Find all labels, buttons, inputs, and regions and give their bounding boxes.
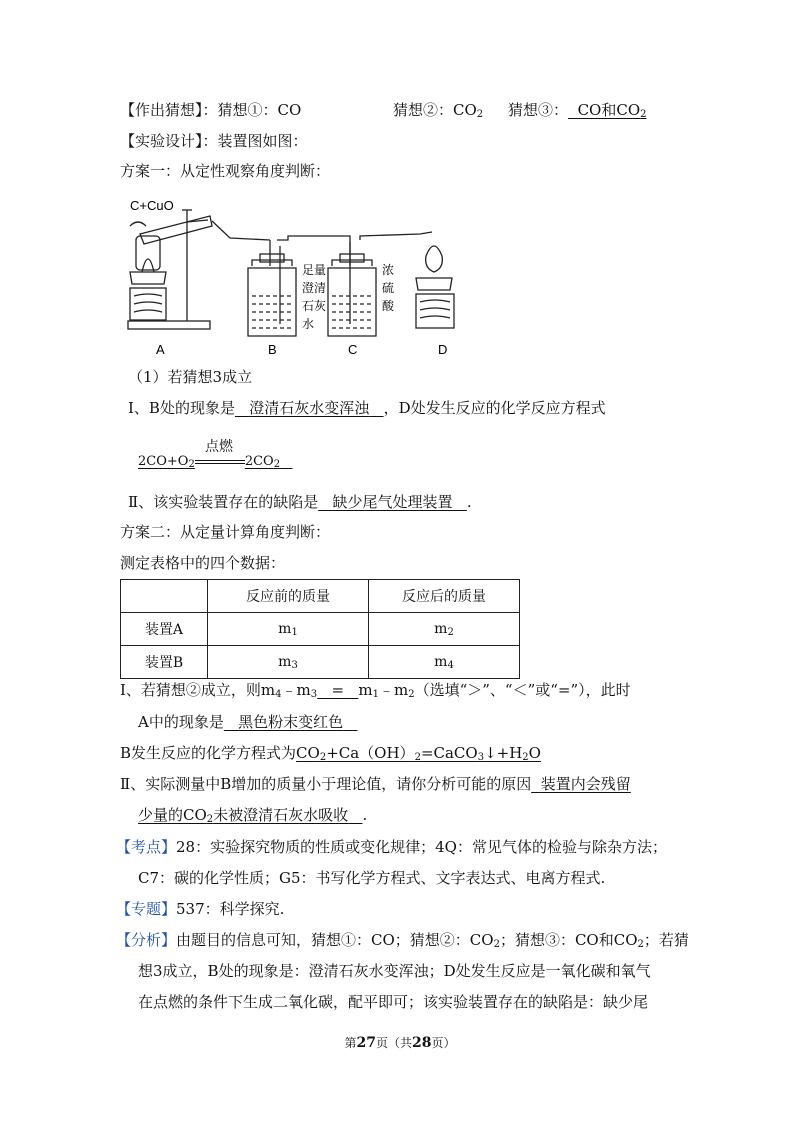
plan2-line: 方案二：从定量计算角度判断： (120, 523, 331, 541)
design-line: 【实验设计】：装置图如图： (120, 132, 308, 150)
fenxi-line-2: 想3成立，B处的现象是：澄清石灰水变浑浊；D处发生反应是一氧化碳和氧气 (138, 962, 651, 980)
letter-d: D (438, 342, 448, 357)
ii1-answer: 缺少尾气处理装置 (332, 493, 453, 511)
measure-line: 测定表格中的四个数据： (120, 554, 286, 572)
page-number: 27 (356, 1035, 376, 1051)
b-label-2: 澄 (302, 281, 315, 295)
kaodian-line: 【考点】28：实验探究物质的性质或变化规律；4Q：常见气体的检验与除杂方法； (116, 838, 667, 856)
apparatus-diagram (120, 196, 470, 361)
i1-line: Ⅰ、B处的现象是 澄清石灰水变浑浊 ，D处发生反应的化学反应方程式 (128, 399, 606, 417)
c-label-0: 浓 (382, 263, 395, 277)
ii2-line: Ⅱ、实际测量中B增加的质量小于理论值，请你分析可能的原因 装置内会残留 (120, 775, 631, 793)
table-header-row (121, 580, 520, 613)
table-row: 装置B $m_3$ $m_4$ (121, 646, 520, 679)
hypothesis-3-answer: CO和$CO_2$ (577, 101, 647, 120)
lamp-d-body (416, 278, 452, 290)
letter-c: C (348, 342, 358, 357)
letter-b: B (268, 342, 277, 357)
b-equation-line: B发生反应的化学方程式为$CO_2+Ca(OH)_2=CaCO_3↓+H_2O$ (120, 744, 541, 763)
zhuanti-line: 【专题】537：科学探究. (116, 900, 285, 918)
ii2-answer-1: 装置内会残留 (540, 775, 631, 793)
b-equation-answer: $CO_2+Ca(OH)_2=CaCO_3↓+H_2O$ (296, 744, 541, 763)
letter-a: A (156, 342, 165, 357)
b-label-5: 灰 (314, 299, 327, 313)
bottle-c (328, 260, 376, 336)
hypothesis-2: 猜想②：CO (393, 101, 477, 119)
kaodian-tag: 【考点】 (116, 838, 177, 856)
c-label-1: 硫 (382, 281, 395, 295)
ii2-line-2: 少量的$CO_2$未被澄清石灰水吸收 . (138, 806, 368, 825)
wood-block-d (416, 294, 454, 328)
kaodian-line-2: C7：碳的化学性质；G5：书写化学方程式、文字表达式、电离方程式. (138, 869, 606, 887)
i2-answer: = (331, 681, 345, 699)
b-label-1: 量 (314, 263, 327, 277)
hypothesis-1: 猜想①：CO (217, 101, 302, 119)
tube-c-d (360, 232, 432, 240)
hypothesis-3: 猜想③： (508, 101, 569, 119)
table-row: 装置A $m_1$ $m_2$ (121, 613, 520, 646)
lamp-a-body (130, 272, 166, 284)
b-label-6: 水 (302, 317, 315, 331)
fenxi-tag: 【分析】 (116, 931, 177, 949)
hypothesis-line (120, 100, 301, 120)
flame-d (426, 246, 443, 272)
c-label-2: 酸 (382, 299, 395, 313)
tube-b-c (277, 236, 350, 266)
i2-line: Ⅰ、若猜想②成立，则$m_4﹣m_3$ = $m_1﹣m_2$（选填“＞”、“＜”或“=”），此时 (120, 681, 631, 700)
eq-condition: 点燃 (205, 439, 233, 455)
b-label-4: 石 (302, 299, 315, 313)
i2-phenomenon-answer: 黑色粉末变红色 (238, 713, 344, 731)
q1-line: （1）若猜想3成立 (128, 368, 253, 386)
fenxi-line-3: 在点燃的条件下生成二氧化碳，配平即可；该实验装置存在的缺陷是：缺少尾 (138, 993, 649, 1011)
b-label-3: 清 (314, 281, 327, 295)
ii2-answer-2: 少量的$CO_2$未被澄清石灰水吸收 (138, 806, 349, 825)
b-label-0: 足 (302, 263, 315, 277)
page-footer: 第27页（共28页） (344, 1035, 456, 1051)
header-before: 反应前的质量 (208, 580, 369, 613)
equation-d: $2CO+O_2$ $2CO_2$ (138, 454, 281, 470)
bottle-b (248, 260, 296, 336)
header-after: 反应后的质量 (369, 580, 520, 613)
stand-base (128, 321, 210, 329)
i2-line-2: A中的现象是 黑色粉末变红色 (138, 712, 357, 732)
reagent-label: C+CuO (130, 198, 174, 213)
hypothesis-3-wrap (508, 100, 647, 120)
hypothesis-label: 【作出猜想】： (120, 101, 218, 119)
plan1-line: 方案一：从定性观察角度判断： (120, 162, 331, 180)
mass-table (120, 579, 520, 679)
page-total: 28 (412, 1035, 432, 1051)
ii1-line: Ⅱ、该实验装置存在的缺陷是 缺少尾气处理装置 . (128, 493, 472, 511)
hypothesis-2-wrap: 猜想②：$CO_2$ (393, 101, 484, 120)
fenxi-line: 【分析】由题目的信息可知，猜想①：CO；猜想②：$CO_2$；猜想③：CO和$CO_2$；若猜 (116, 931, 689, 950)
zhuanti-tag: 【专题】 (116, 900, 177, 918)
i1-answer: 澄清石灰水变浑浊 (249, 399, 370, 417)
tube-a-b (212, 221, 270, 240)
